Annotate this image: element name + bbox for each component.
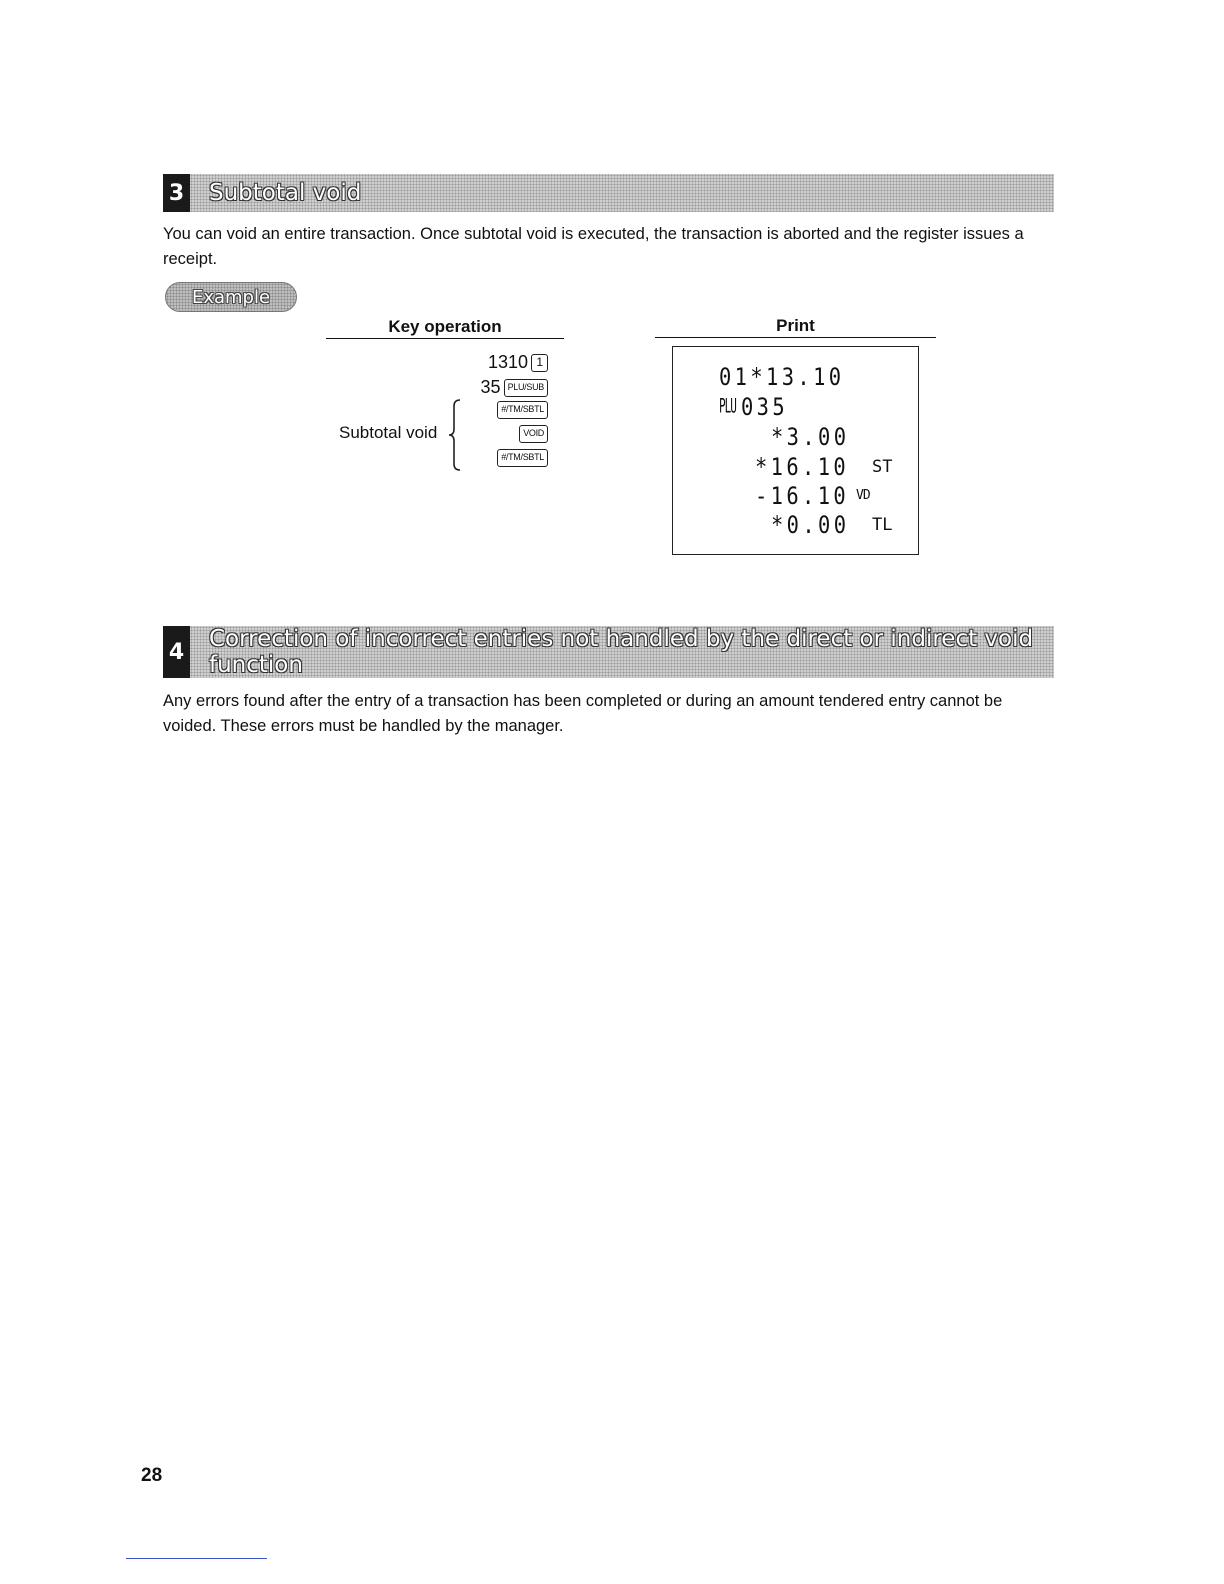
receipt-line: 01*13.10 [719, 363, 845, 391]
receipt-symbol: VD [856, 488, 870, 503]
section-4-title-line1: Correction of incorrect entries not handled by the direct or indirect void [209, 626, 1034, 652]
tm-sbtl-key-icon: #/TM/SBTL [497, 401, 548, 419]
plu-sub-key-icon: PLU/SUB [504, 379, 548, 397]
page-number: 28 [141, 1465, 163, 1486]
receipt-line: 035 [741, 393, 789, 421]
key-entry-value: 35 [480, 377, 501, 397]
receipt-symbol: TL [872, 515, 893, 535]
key-operation-block [330, 350, 548, 475]
receipt-line: *0.00 [771, 511, 850, 539]
key-row [488, 352, 548, 373]
key-row [497, 401, 548, 419]
receipt-line: *3.00 [771, 423, 850, 451]
footer-rule [126, 1558, 267, 1559]
receipt-line: -16.10 [755, 482, 850, 510]
example-badge: Example [165, 282, 297, 312]
section-3-body: You can void an entire transaction. Once subtotal void is executed, the transaction is aborted and the register issues a receipt. [163, 225, 1024, 268]
tm-sbtl-key-icon: #/TM/SBTL [497, 449, 548, 467]
section-3-header [163, 174, 1054, 212]
key-row [481, 377, 548, 398]
section-4-header [163, 626, 1054, 678]
void-key-icon: VOID [519, 425, 548, 443]
key-row [519, 425, 548, 443]
section-3-title: Subtotal void [209, 180, 362, 206]
section-4-number: 4 [163, 626, 190, 678]
receipt-symbol: ST [872, 457, 893, 477]
key-operation-heading: Key operation [326, 317, 564, 339]
print-heading: Print [655, 316, 936, 338]
section-4-body: Any errors found after the entry of a transaction has been completed or during an amount tendered entry cannot be voided. These errors must be handled by the manager. [163, 692, 1003, 735]
receipt-plu-symbol: PLU [719, 394, 736, 418]
section-3-number: 3 [163, 174, 190, 212]
receipt [672, 346, 919, 555]
brace-icon [448, 398, 462, 472]
section-4-title-line2: function [209, 652, 303, 678]
key-1-icon: 1 [531, 354, 548, 372]
receipt-line: *16.10 [755, 453, 850, 481]
subtotal-void-label: Subtotal void [339, 423, 438, 442]
key-entry-value: 1310 [487, 352, 528, 372]
key-row [497, 449, 548, 467]
